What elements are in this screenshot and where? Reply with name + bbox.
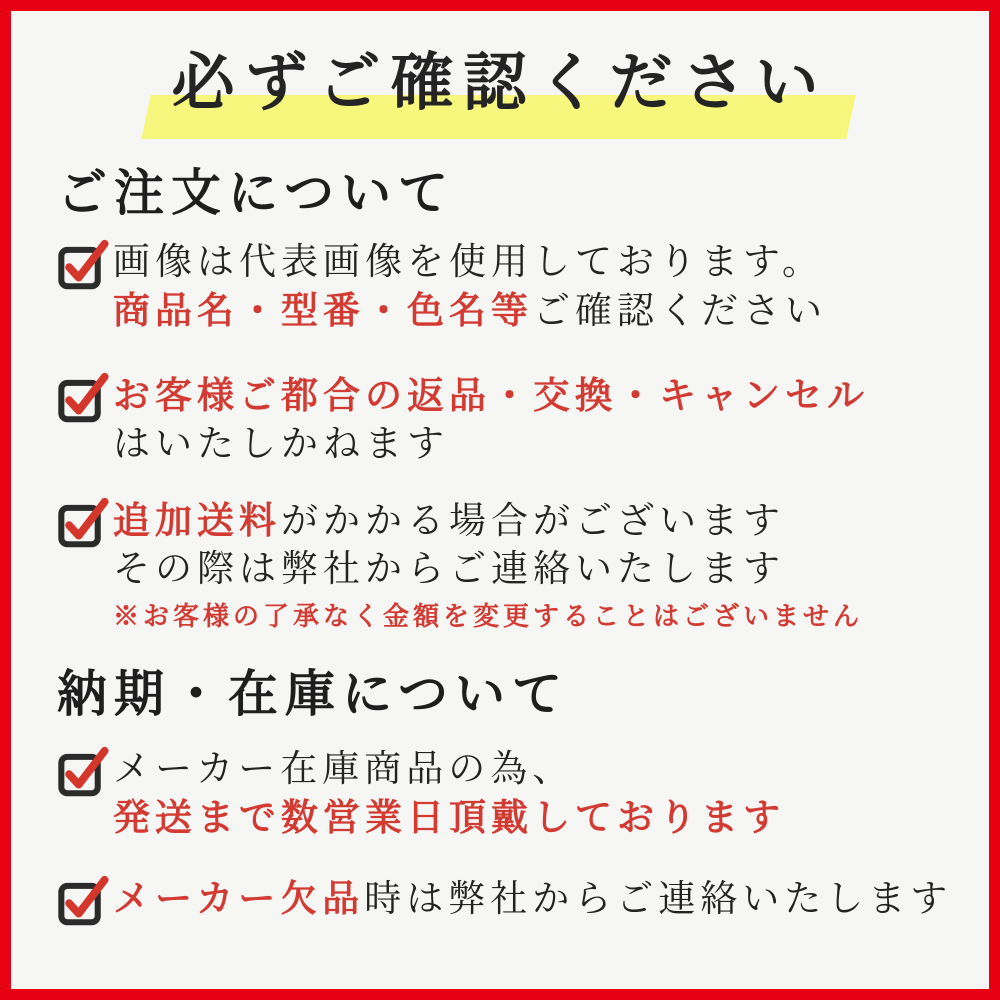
- item-text: [113, 496, 863, 634]
- item-line: [113, 371, 869, 420]
- notice-item-extra-shipping: [57, 496, 955, 634]
- item-line: [113, 238, 827, 286]
- notice-item-no-returns: [57, 371, 955, 468]
- item-text-segment-emphasis: お客様ご都合の返品・交換・キャンセル: [113, 372, 869, 417]
- item-line: [113, 420, 869, 468]
- title-wrap: [172, 45, 829, 121]
- item-text-segment: ご確認ください: [533, 288, 827, 332]
- checked-checkbox-icon: [57, 743, 109, 795]
- item-text-segment: がかかる場合がございます: [281, 498, 785, 542]
- notice-content: [11, 162, 989, 924]
- item-text-segment: メーカー在庫商品の為、: [113, 746, 575, 790]
- notice-item-maker-stock: [57, 745, 955, 842]
- item-text-segment-emphasis: 追加送料: [113, 497, 281, 542]
- section-heading-stock: 納期・在庫について: [57, 663, 569, 723]
- item-text-segment: 画像は代表画像を使用しております。: [113, 239, 825, 283]
- item-line: [113, 793, 785, 842]
- item-line: [113, 545, 863, 593]
- item-note: ※お客様の了承なく金額を変更することはございません: [113, 602, 864, 633]
- item-line: [113, 286, 827, 335]
- item-text-segment: 時は弊社からご連絡いたします: [364, 876, 953, 920]
- title-banner: [11, 11, 989, 121]
- section-heading-order: ご注文について: [57, 162, 455, 222]
- notice-item-maker-out-of-stock: [57, 874, 955, 924]
- checked-checkbox-icon: [57, 236, 109, 288]
- page-title: 必ずご確認ください: [171, 45, 829, 119]
- item-text-segment: その際は弊社からご連絡いたします: [113, 547, 785, 591]
- item-line: [113, 496, 863, 545]
- notice-item-representative-image: [57, 238, 955, 335]
- item-text: [113, 874, 952, 923]
- item-text-segment-emphasis: 発送まで数営業日頂戴しております: [113, 794, 785, 839]
- item-text-segment-emphasis: 商品名・型番・色名等: [113, 287, 533, 332]
- item-line: [113, 874, 952, 923]
- checked-checkbox-icon: [57, 494, 109, 546]
- item-line: [113, 745, 785, 793]
- checked-checkbox-icon: [57, 369, 109, 421]
- item-text: [113, 745, 785, 842]
- checked-checkbox-icon: [57, 872, 109, 924]
- item-text: [113, 238, 827, 335]
- item-text-segment-emphasis: メーカー欠品: [113, 875, 365, 920]
- item-text: [113, 371, 869, 468]
- item-text-segment: はいたしかねます: [113, 421, 449, 465]
